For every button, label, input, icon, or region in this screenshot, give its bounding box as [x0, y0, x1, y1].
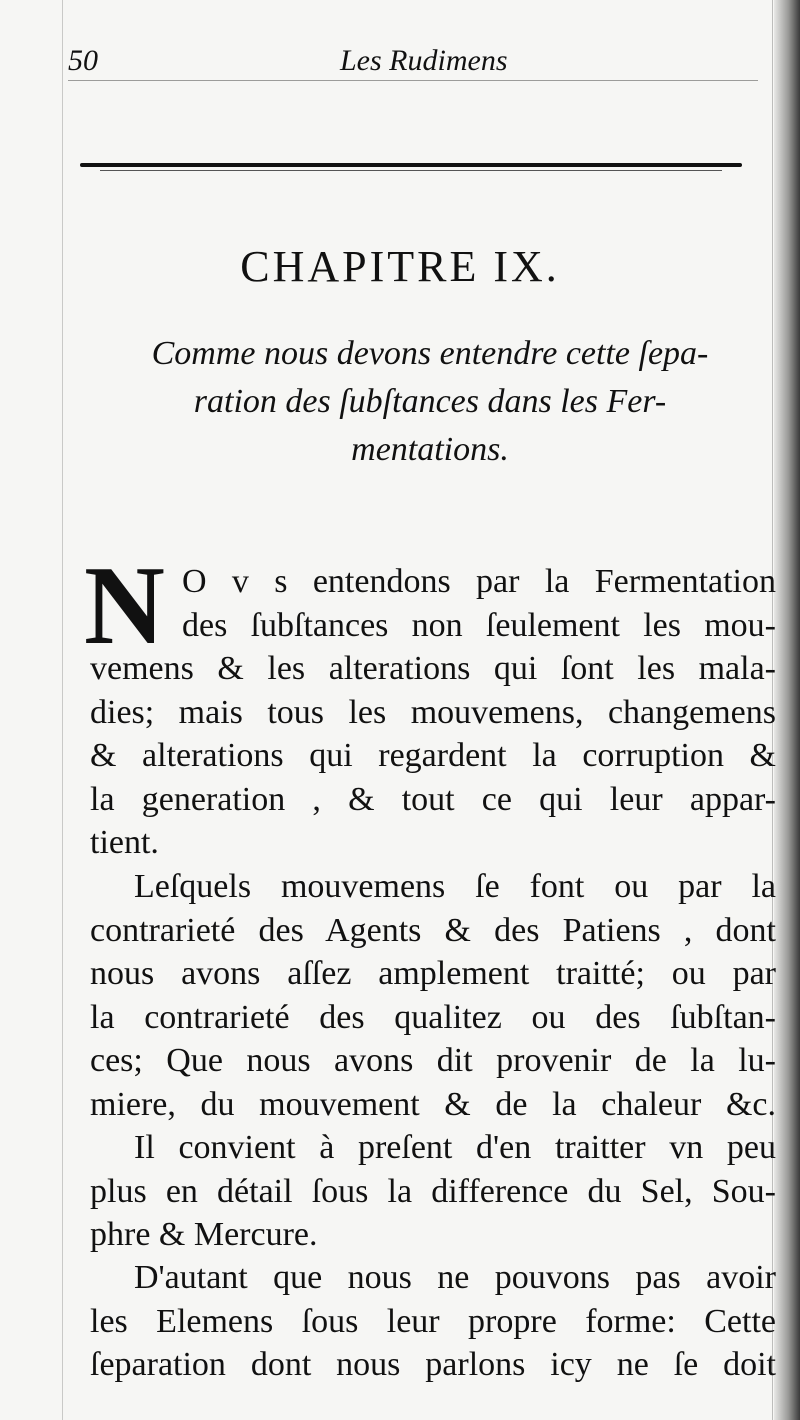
text-line: la generation , & tout ce qui leur appar-	[90, 780, 776, 818]
page-header	[68, 40, 758, 81]
text-line: phre & Mercure.	[90, 1216, 318, 1253]
paragraph-1	[90, 560, 776, 865]
text-line: ſeparation dont nous parlons icy ne ſe doit	[90, 1346, 776, 1383]
text-line: les Elemens ſous leur propre forme: Cette	[90, 1302, 776, 1340]
text-line: & alterations qui regardent la corruption &	[90, 737, 776, 774]
text-line: plus en détail ſous la difference du Sel, Sou-	[90, 1172, 776, 1210]
drop-cap: N	[84, 544, 165, 668]
text-line: dies; mais tous les mouvemens, changemens	[90, 693, 776, 731]
text-line: Leſquels mouvemens ſe font ou par la	[134, 868, 776, 905]
text-line: la contrarieté des qualitez ou des ſubſtan-	[90, 998, 776, 1036]
subtitle-line: ration des ſubſtances dans les Fer-	[193, 383, 667, 420]
paragraph-2	[90, 865, 776, 1126]
chapter-subtitle	[90, 330, 770, 474]
text-line: contrarieté des Agents & des Patiens , dont	[90, 911, 776, 949]
text-line: ces; Que nous avons dit provenir de la lu-	[90, 1042, 776, 1079]
text-line: tient.	[90, 824, 159, 861]
subtitle-line: mentations.	[351, 431, 509, 468]
text-line: miere, du mouvement & de la chaleur &c.	[90, 1085, 776, 1123]
subtitle-line: Comme nous devons entendre cette ſepa-	[151, 335, 709, 372]
page-number: 50	[68, 44, 98, 77]
text-line: O v s entendons par la Fermentation	[182, 563, 776, 600]
text-line: D'autant que nous ne pouvons pas avoir	[134, 1259, 776, 1296]
ornamental-rule	[80, 163, 742, 167]
text-line: nous avons aſſez amplement traitté; ou par	[90, 955, 776, 992]
left-margin-rule	[62, 0, 63, 1420]
text-line: Il convient à preſent d'en traitter vn peu	[134, 1129, 776, 1166]
paragraph-4	[90, 1256, 776, 1387]
paragraph-3	[90, 1126, 776, 1257]
text-line: vemens & les alterations qui ſont les mala-	[90, 650, 776, 687]
text-line: des ſubſtances non ſeulement les mou-	[182, 606, 776, 644]
ornamental-rule-thin	[100, 170, 722, 171]
binding-edge	[774, 0, 800, 1420]
running-head: Les Rudimens	[340, 44, 508, 77]
chapter-title: CHAPITRE IX.	[240, 242, 560, 291]
